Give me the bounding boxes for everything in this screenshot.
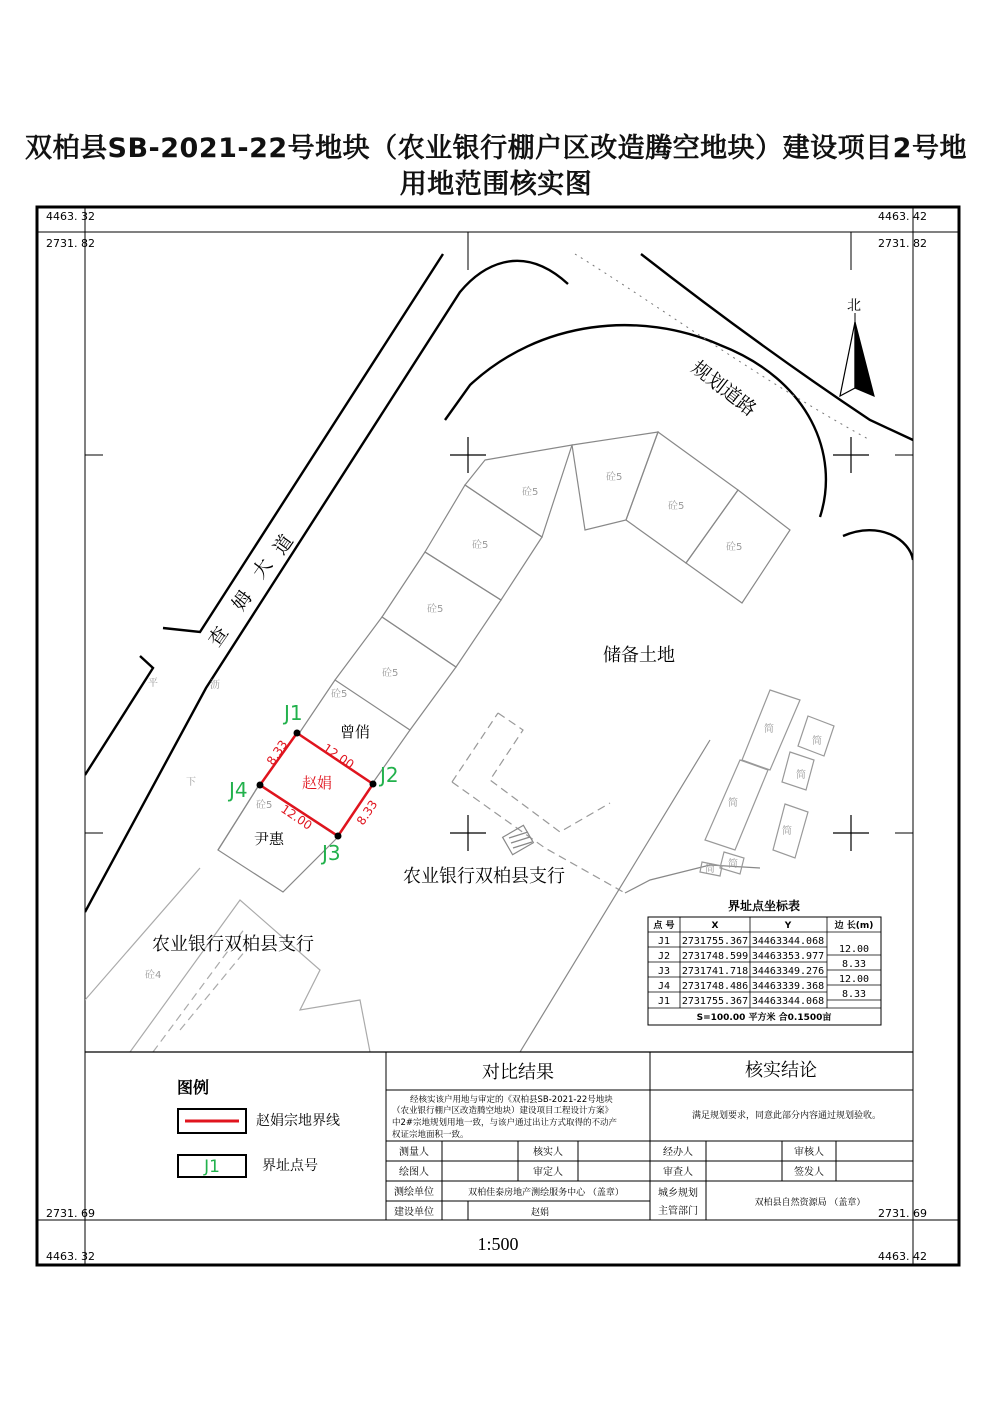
svg-text:简: 简 <box>705 864 715 875</box>
svg-text:砼5: 砼5 <box>522 487 539 498</box>
svg-text:（农业银行棚户区改造腾空地块）建设项目工程设计方案》: （农业银行棚户区改造腾空地块）建设项目工程设计方案》 <box>392 1106 614 1116</box>
svg-text:签发人: 签发人 <box>794 1167 824 1178</box>
coord-bottom-right-y: 2731. 69 <box>878 1207 927 1220</box>
north-label: 北 <box>847 298 861 314</box>
svg-text:12.00: 12.00 <box>320 740 357 772</box>
coord-table <box>648 898 881 1025</box>
svg-text:姆: 姆 <box>228 586 258 615</box>
svg-text:城乡规划: 城乡规划 <box>658 1188 698 1199</box>
point-label-j4: J4 <box>229 778 248 802</box>
coord-bottom-right-x: 4463. 42 <box>878 1250 927 1263</box>
svg-text:平: 平 <box>148 678 158 689</box>
coord-top-left-y: 2731. 82 <box>46 237 95 250</box>
svg-text:砼5: 砼5 <box>256 800 273 811</box>
legend <box>177 1078 340 1177</box>
conclusion-text: 满足规划要求，同意此部分内容通过规划验收。 <box>692 1111 882 1121</box>
svg-text:34463349.276: 34463349.276 <box>751 966 825 977</box>
svg-text:2731748.599: 2731748.599 <box>681 951 749 962</box>
parcel-owner-label: 赵娟 <box>302 774 333 792</box>
svg-text:核实人: 核实人 <box>533 1147 563 1158</box>
road-planned-label: 规划道路 <box>686 356 761 421</box>
svg-text:X: X <box>711 921 719 931</box>
svg-text:绘图人: 绘图人 <box>399 1167 429 1178</box>
coord-bottom-left-x: 4463. 32 <box>46 1250 95 1263</box>
svg-text:简: 简 <box>728 798 738 809</box>
legend-point-label: 界址点号 <box>262 1158 318 1174</box>
svg-text:砼5: 砼5 <box>606 472 623 483</box>
svg-text:下: 下 <box>186 777 196 788</box>
coord-bottom-left-y: 2731. 69 <box>46 1207 95 1220</box>
svg-text:2731741.718: 2731741.718 <box>681 966 749 977</box>
svg-text:12.00: 12.00 <box>838 974 870 985</box>
svg-text:8.33: 8.33 <box>841 959 867 970</box>
svg-text:大: 大 <box>248 554 278 583</box>
svg-text:J3: J3 <box>657 966 671 977</box>
point-label-j3: J3 <box>322 841 341 865</box>
coord-top-right-y: 2731. 82 <box>878 237 927 250</box>
svg-text:Y: Y <box>784 921 792 931</box>
point-label-j1: J1 <box>284 701 303 725</box>
svg-text:12.00: 12.00 <box>278 801 315 833</box>
legend-point-sample: J1 <box>204 1157 220 1177</box>
svg-text:34463339.368: 34463339.368 <box>751 981 825 992</box>
svg-text:砼5: 砼5 <box>472 540 489 551</box>
svg-text:8.33: 8.33 <box>353 797 381 828</box>
reserve-land-label: 储备土地 <box>603 645 675 666</box>
road-main-label <box>204 531 298 651</box>
svg-text:砼5: 砼5 <box>331 689 348 700</box>
svg-text:砼5: 砼5 <box>382 668 399 679</box>
bank-branch-label-right: 农业银行双柏县支行 <box>403 866 565 887</box>
svg-text:2731755.367: 2731755.367 <box>681 996 749 1007</box>
svg-text:查: 查 <box>204 622 234 651</box>
svg-text:砼5: 砼5 <box>726 542 743 553</box>
north-arrow <box>840 313 874 396</box>
svg-text:审核人: 审核人 <box>794 1147 824 1158</box>
svg-text:赵娟: 赵娟 <box>530 1208 550 1218</box>
building-tags <box>145 470 825 981</box>
svg-text:8.33: 8.33 <box>263 737 291 768</box>
svg-text:J2: J2 <box>657 951 671 962</box>
compare-header: 对比结果 <box>482 1062 554 1083</box>
svg-text:中2#宗地规划用地一致，与该户通过出让方式取得的不动产: 中2#宗地规划用地一致，与该户通过出让方式取得的不动产 <box>392 1118 618 1128</box>
svg-text:测量人: 测量人 <box>399 1147 429 1158</box>
svg-text:简: 简 <box>764 724 774 735</box>
owner-zeng-label: 曾俏 <box>340 723 371 741</box>
svg-text:双柏县自然资源局 （盖章）: 双柏县自然资源局 （盖章） <box>754 1198 866 1208</box>
svg-text:测绘单位: 测绘单位 <box>394 1187 434 1198</box>
svg-text:J1: J1 <box>657 936 671 947</box>
svg-text:2731748.486: 2731748.486 <box>681 981 749 992</box>
coord-table-title: 界址点坐标表 <box>727 899 801 913</box>
coord-top-left-x: 4463. 32 <box>46 210 95 223</box>
svg-text:简: 简 <box>728 859 738 870</box>
svg-text:审定人: 审定人 <box>533 1167 563 1178</box>
svg-text:双柏佳泰房地产测绘服务中心 （盖章）: 双柏佳泰房地产测绘服务中心 （盖章） <box>468 1188 624 1198</box>
svg-text:34463344.068: 34463344.068 <box>751 996 825 1007</box>
svg-text:经办人: 经办人 <box>663 1147 693 1158</box>
map-title-line2: 用地范围核实图 <box>399 169 593 200</box>
svg-text:审查人: 审查人 <box>663 1167 693 1178</box>
bank-branch-label-left: 农业银行双柏县支行 <box>152 934 314 955</box>
legend-boundary-label: 赵娟宗地界线 <box>256 1113 340 1129</box>
owner-yin-label: 尹惠 <box>254 830 285 848</box>
simple-structures <box>700 690 834 876</box>
svg-text:沥: 沥 <box>210 680 220 691</box>
coord-table-area: S=100.00 平方米 合0.1500亩 <box>696 1013 832 1023</box>
svg-text:权证宗地面积一致。: 权证宗地面积一致。 <box>392 1130 469 1140</box>
legend-title: 图例 <box>177 1078 210 1097</box>
svg-text:经核实该户用地与审定的《双柏县SB-2021-22号地块: 经核实该户用地与审定的《双柏县SB-2021-22号地块 <box>410 1095 613 1105</box>
svg-text:砼5: 砼5 <box>668 501 685 512</box>
svg-text:简: 简 <box>782 826 792 837</box>
scale-label: 1:500 <box>477 1234 519 1254</box>
svg-text:简: 简 <box>812 736 822 747</box>
road-edges <box>85 254 913 912</box>
svg-text:道: 道 <box>269 530 299 559</box>
svg-text:主管部门: 主管部门 <box>658 1206 698 1217</box>
compare-text <box>392 1094 618 1140</box>
svg-text:简: 简 <box>796 770 806 781</box>
lower-left-bank-building <box>85 868 370 1052</box>
svg-text:砼5: 砼5 <box>427 604 444 615</box>
svg-text:34463344.068: 34463344.068 <box>751 936 825 947</box>
svg-text:34463353.977: 34463353.977 <box>751 951 825 962</box>
conclusion-header: 核实结论 <box>745 1060 817 1081</box>
svg-text:J1: J1 <box>657 996 671 1007</box>
svg-text:8.33: 8.33 <box>841 989 867 1000</box>
point-label-j2: J2 <box>380 763 399 787</box>
svg-text:点 号: 点 号 <box>653 921 675 931</box>
coord-top-right-x: 4463. 42 <box>878 210 927 223</box>
map-title-line1: 双柏县SB-2021-22号地块（农业银行棚户区改造腾空地块）建设项目2号地 <box>25 133 967 164</box>
svg-text:建设单位: 建设单位 <box>394 1207 434 1218</box>
svg-text:J4: J4 <box>657 981 671 992</box>
svg-text:12.00: 12.00 <box>838 944 870 955</box>
svg-text:边 长(m): 边 长(m) <box>834 921 874 931</box>
svg-text:砼4: 砼4 <box>145 970 162 981</box>
svg-text:2731755.367: 2731755.367 <box>681 936 749 947</box>
